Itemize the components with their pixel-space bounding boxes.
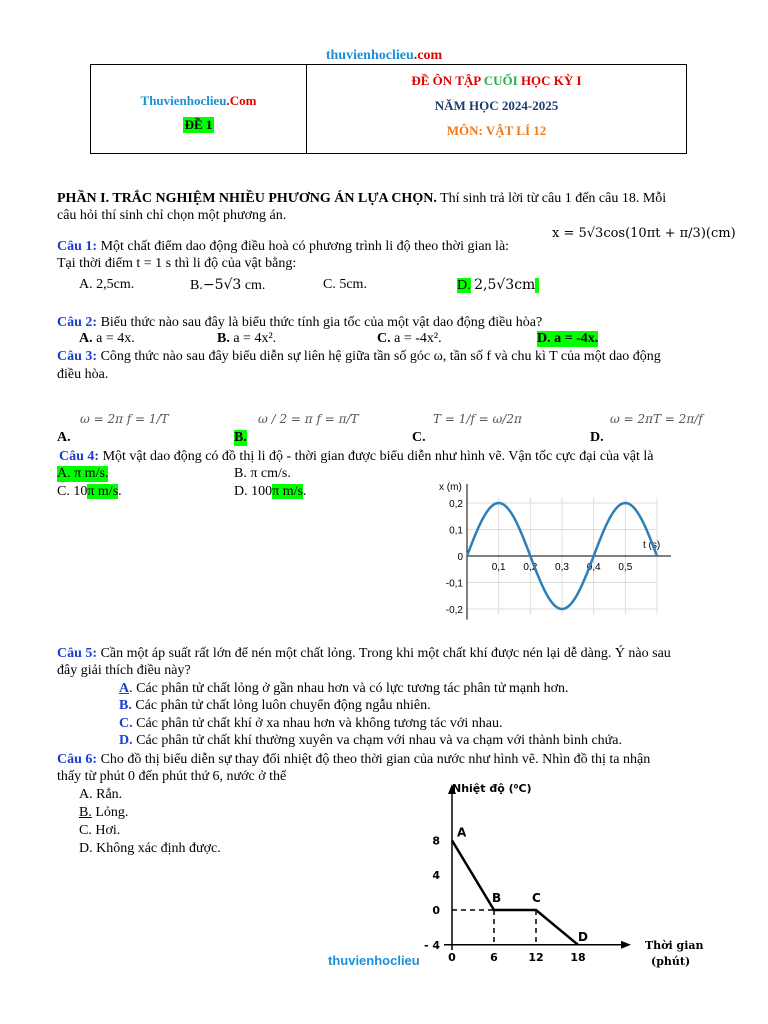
q3-line2: điều hòa. (57, 367, 109, 382)
y-tick-label: 4 (432, 869, 440, 883)
site-name: thuvienhoclieu (325, 48, 414, 63)
q1-line2: Tại thời điểm t = 1 s thì li độ của vật bằng: (57, 256, 297, 271)
y-tick-label: 0 (432, 904, 440, 917)
x-tick-label: 0,4 (586, 562, 601, 573)
q4-option-b[interactable]: B. π cm/s. (234, 466, 291, 481)
subject: MÔN: VẬT LÍ 12 (446, 123, 547, 138)
point-label-c: C (532, 891, 541, 905)
q3-option-d[interactable]: D. (590, 430, 604, 445)
exam-title: ĐỀ ÔN TẬP CUỐI HỌC KỲ I (411, 73, 582, 88)
displacement-time-chart (420, 476, 690, 624)
header-right-cell (307, 65, 686, 153)
exam-header (90, 64, 687, 154)
question-2: Câu 2: Biểu thức nào sau đây là biểu thức tính gia tốc của một vật dao động điều hòa? (57, 315, 543, 330)
y-tick-label: 0 (457, 552, 463, 563)
q6-option-a[interactable]: A. Rắn. (79, 787, 123, 802)
x-axis-arrow (621, 941, 631, 949)
question-4: Câu 4: Một vật dao động có đồ thị li độ - thời gian được biểu diễn như hình vẽ. Vận tốc cực đại của vật là (59, 449, 654, 464)
x-tick-label: 0,2 (523, 562, 538, 573)
site-name-top[interactable] (0, 48, 768, 64)
point-label-a: A (457, 825, 467, 840)
site-tld: .com (413, 48, 443, 63)
q1-option-d[interactable]: D. 2,5√3cm (457, 277, 539, 294)
x-tick-label: 12 (528, 950, 544, 964)
x-tick-label: 0,3 (555, 562, 569, 573)
x-axis-label-unit: (phút) (651, 954, 691, 968)
brand (91, 93, 306, 109)
q5-option-a[interactable]: A. Các phân tử chất lỏng ở gần nhau hơn và có lực tương tác phân tử mạnh hơn. (119, 681, 569, 696)
q3-formula-b: ω / 2 = π f = π/T (258, 412, 359, 426)
q3-formula-d: ω = 2πT = 2π/f (610, 412, 703, 426)
x-tick-label: 6 (490, 950, 498, 964)
q5-option-c[interactable]: C. Các phân tử chất khí ở xa nhau hơn và không tương tác với nhau. (119, 716, 503, 731)
y-tick-label: 0,1 (449, 525, 463, 537)
question-6: Câu 6: Cho đồ thị biểu diễn sự thay đổi nhiệt độ theo thời gian của nước như hình vẽ. Nhìn đồ thị ta nhận (57, 752, 651, 767)
q3-option-c[interactable]: C. (412, 430, 426, 445)
part1-heading: PHẦN I. TRẮC NGHIỆM NHIỀU PHƯƠNG ÁN LỰA CHỌN. Thí sinh trả lời từ câu 1 đến câu 18. Mỗi (57, 191, 667, 206)
x-tick-label: 0 (448, 950, 456, 964)
q1-option-a[interactable]: A. 2,5cm. (79, 277, 135, 292)
q5-option-b[interactable]: B. Các phân tử chất lỏng luôn chuyển động ngẫu nhiên. (119, 698, 431, 713)
q3-formula-c: T = 1/f = ω/2π (433, 412, 522, 426)
school-year: NĂM HỌC 2024-2025 (434, 98, 559, 113)
x-tick-label: 18 (570, 950, 586, 964)
q3-option-b[interactable]: B. (234, 430, 247, 445)
q5-line2: đây giải thích điều này? (57, 663, 191, 678)
y-axis-label: x (m) (439, 482, 462, 493)
question-1: Câu 1: Một chất điểm dao động điều hoà có phương trình li độ theo thời gian là: (57, 239, 510, 254)
q2-option-c[interactable]: C. a = -4x². (377, 331, 442, 346)
q2-option-b[interactable]: B. a = 4x². (217, 331, 277, 346)
point-label-d: D (578, 929, 588, 944)
y-tick-label: -0,2 (445, 605, 463, 616)
q6-option-d[interactable]: D. Không xác định được. (79, 841, 221, 856)
x-tick-label: 0,5 (618, 562, 633, 573)
y-tick-label: 8 (432, 834, 440, 848)
y-axis-label: Nhiệt độ (⁰C) (452, 782, 532, 795)
q3-option-a[interactable]: A. (57, 430, 71, 445)
q2-option-a[interactable]: A. a = 4x. (79, 331, 135, 346)
q4-option-d[interactable]: D. 100π m/s. (234, 484, 307, 499)
q5-option-d[interactable]: D. Các phân tử chất khí thường xuyên va chạm với nhau và va chạm với thành bình chứa. (119, 733, 622, 748)
q6-option-c[interactable]: C. Hơi. (79, 823, 121, 838)
brand-tld: .Com (226, 93, 257, 108)
part1-intro: câu hỏi thí sinh chỉ chọn một phương án. (57, 208, 287, 223)
q3-formula-a: ω = 2π f = 1/T (80, 412, 169, 426)
q2-option-d[interactable]: D. a = -4x. (537, 331, 599, 346)
q4-option-c[interactable]: C. 10π m/s. (57, 484, 122, 499)
question-5: Câu 5: Cần một áp suất rất lớn để nén một chất lỏng. Trong khi một chất khí được nén lại dễ dàng. Ý nào sau (57, 646, 671, 661)
x-axis-label: t (s) (643, 540, 661, 551)
brand-name: Thuvienhoclieu (140, 93, 227, 108)
temperature-time-chart (400, 776, 730, 984)
header-left-cell (91, 65, 307, 153)
y-tick-label: -0,1 (445, 578, 463, 590)
q1-option-c[interactable]: C. 5cm. (323, 277, 367, 292)
x-axis-label: Thời gian (645, 938, 704, 952)
y-tick-label: 0,2 (449, 499, 463, 510)
point-label-b: B (492, 891, 502, 905)
q1-option-b[interactable]: B.−5√3 cm. (190, 277, 266, 293)
exam-code: ĐỀ 1 (184, 117, 213, 132)
q1-equation: x = 5√3cos(10πt + π/3)(cm) (552, 226, 736, 241)
question-3: Câu 3: Công thức nào sau đây biểu diễn sự liên hệ giữa tần số góc ω, tần số f và chu kì T của một dao động (57, 349, 661, 364)
q6-option-b[interactable]: B. Lỏng. (79, 805, 129, 820)
q4-option-a[interactable]: A. π m/s. (57, 466, 109, 481)
x-tick-label: 0,1 (491, 562, 506, 573)
q6-line2: thấy từ phút 0 đến phút thứ 6, nước ở thể (57, 769, 287, 784)
temperature-line (452, 840, 578, 944)
y-tick-label: - 4 (423, 938, 440, 952)
footer-watermark[interactable]: thuvienhoclieu (328, 953, 420, 968)
